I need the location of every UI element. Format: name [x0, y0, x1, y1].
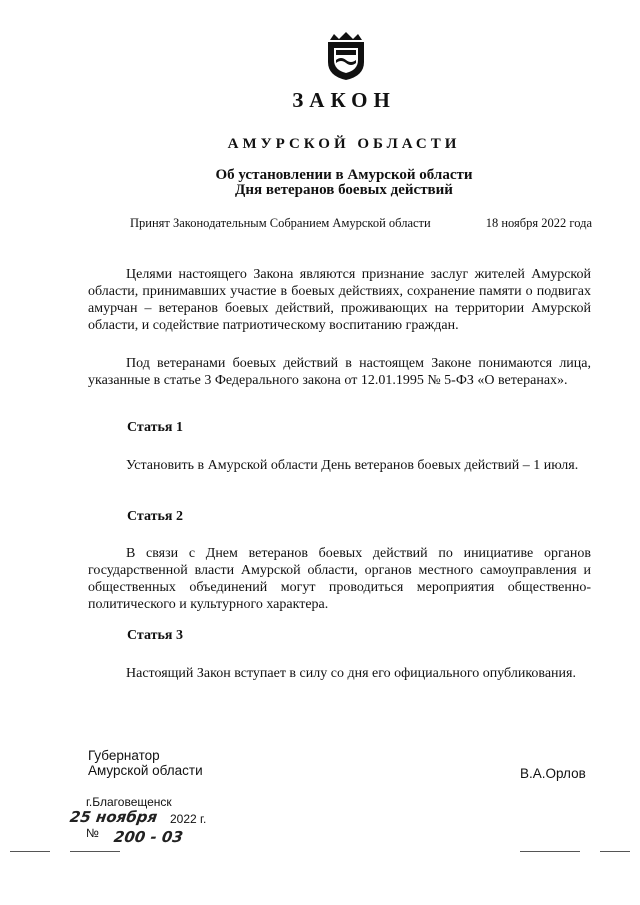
article-2-title: Статья 2 — [127, 509, 183, 524]
preamble-paragraph-1 — [88, 266, 591, 334]
article-3-body: Настоящий Закон вступает в силу со дня его официального опубликования. — [126, 666, 576, 681]
handwritten-date: 25 ноября — [68, 808, 159, 826]
law-subject — [0, 168, 640, 198]
subject-line-1: Об установлении в Амурской области — [215, 167, 473, 183]
law-number — [86, 826, 196, 848]
adoption-line — [130, 216, 592, 231]
scan-edge-mark — [520, 851, 580, 852]
law-title: ЗАКОН — [292, 88, 396, 112]
preamble-text-2: Под ветеранами боевых действий в настоящем Законе понимаются лица, указанные в статье 3 Федерального закона от 12.01.1995 № 5-ФЗ «О ветеранах». — [88, 356, 591, 388]
scan-edge-mark — [600, 851, 630, 852]
signer-title — [88, 748, 203, 778]
signing-city: г.Благовещенск — [86, 795, 172, 809]
adopted-date: 18 ноября 2022 года — [485, 216, 592, 230]
article-2-body: В связи с Днем ветеранов боевых действий по инициативе органов государственной власти Амурской области, органов местного самоуправления и общественных объединений могут проводиться мероприятия общественно-политического и культурного характера. — [88, 546, 591, 612]
subject-line-2: Дня ветеранов боевых действий — [235, 182, 453, 198]
scan-edge-mark — [70, 851, 120, 852]
article-1-body: Установить в Амурской области День ветеранов боевых действий – 1 июля. — [126, 458, 579, 473]
region-name: АМУРСКОЙ ОБЛАСТИ — [227, 136, 461, 152]
article-3-text — [88, 665, 591, 682]
scan-edge-mark — [10, 851, 50, 852]
adopted-by: Принят Законодательным Собранием Амурской области — [130, 216, 431, 230]
signer-title-line-2: Амурской области — [88, 763, 203, 778]
handwritten-number: 200 - 03 — [112, 828, 185, 846]
amur-region-coat-of-arms-icon — [324, 30, 368, 82]
article-2-text — [88, 545, 591, 613]
preamble-paragraph-2 — [88, 355, 591, 389]
article-1-text — [88, 457, 591, 474]
preamble-text-1: Целями настоящего Закона являются признание заслуг жителей Амурской области, принимавших участие в боевых действиях, сохранение памяти о подвигах амурчан – ветеранов боевых действий, проживающих на территории Амурской области, и содействие патриотическому воспитанию граждан. — [88, 267, 591, 333]
signer-title-line-1: Губернатор — [88, 748, 160, 763]
date-year: 2022 г. — [170, 812, 207, 826]
signer-name: В.А.Орлов — [520, 766, 586, 781]
article-1-title: Статья 1 — [127, 420, 183, 435]
number-sign: № — [86, 826, 99, 840]
article-3-title: Статья 3 — [127, 628, 183, 643]
